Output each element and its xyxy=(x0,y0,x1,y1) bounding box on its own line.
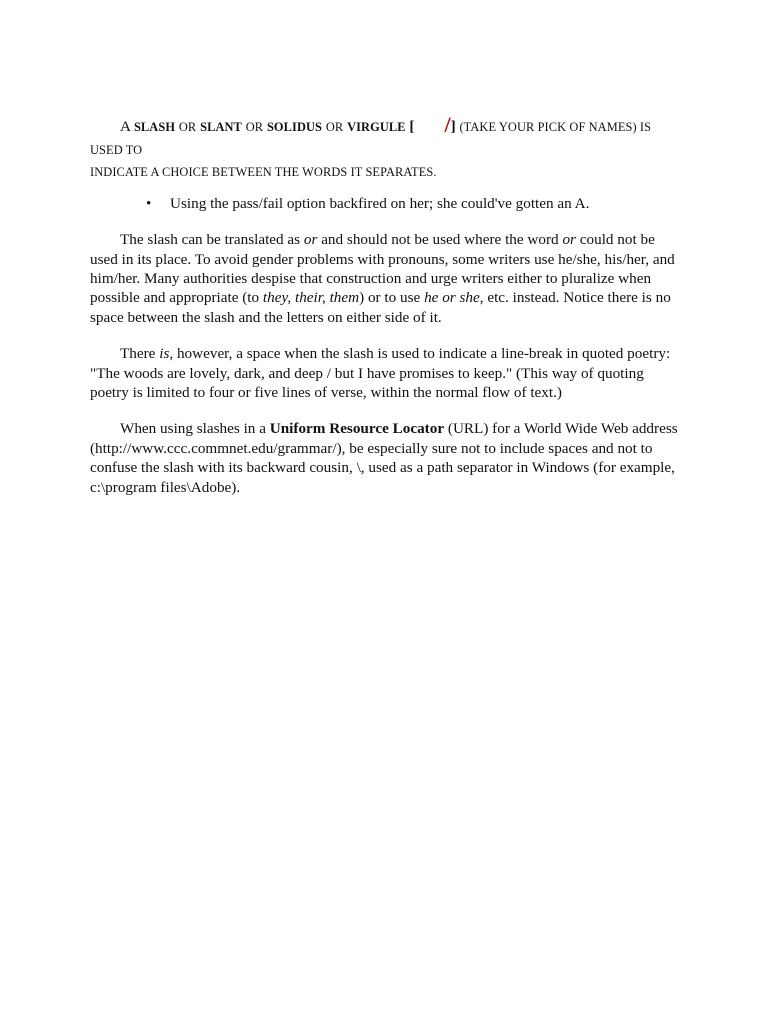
para2-italic-is: is xyxy=(159,345,170,363)
intro-or-1: OR xyxy=(178,120,197,135)
para3-text-2: (URL) for a World Wide Web address (http://www.ccc.commnet.edu/grammar/), be especially sure not to include spaces and not to confuse the slash with its backward cousin, \, used as a path separator in Windows (for example, c:\program files\Adobe). xyxy=(90,420,678,496)
intro-a: A xyxy=(120,118,131,136)
para1-italic-or-1: or xyxy=(303,231,318,249)
para1-text-5: , etc. instead. Notice there is no space between the slash and the letters on either side of it. xyxy=(90,289,671,326)
term-virgule: VIRGULE xyxy=(347,120,406,135)
document-page xyxy=(90,98,680,514)
para2-text-1: There xyxy=(120,345,160,363)
para2-text-2: , however, a space when the slash is used to indicate a line-break in quoted poetry: "The woods are lovely, dark, and deep / but I have promises to keep." (This way of quoting poetry is limited to four or five lines of verse, within the normal flow of text.) xyxy=(90,345,671,401)
bullet-marker: • xyxy=(146,194,152,212)
intro-or-2: OR xyxy=(245,120,264,135)
para1-text-1: The slash can be translated as xyxy=(120,231,304,249)
para1-italic-or-2: or xyxy=(562,231,576,249)
intro-rest-line2: INDICATE A CHOICE BETWEEN THE WORDS IT SEPARATES. xyxy=(90,165,437,180)
para3-text-1: When using slashes in a xyxy=(120,420,270,438)
para1-text-3: could not be used in its place. To avoid gender problems with pronouns, some writers use he/she, his/her, and him/her. Many authorities despise that construction and urge writers either to pluralize when possible and appropriate (to xyxy=(90,231,675,307)
bracket-open: [ xyxy=(409,118,415,136)
paragraph-url xyxy=(90,419,680,497)
example-list xyxy=(90,194,680,213)
intro-or-3: OR xyxy=(325,120,344,135)
para1-text-2: and should not be used where the word xyxy=(317,231,563,249)
paragraph-translation xyxy=(90,230,680,327)
list-item xyxy=(90,194,680,213)
paragraph-poetry xyxy=(90,344,680,402)
term-solidus: SOLIDUS xyxy=(266,120,323,135)
slash-symbol: / xyxy=(444,112,451,138)
para3-bold-url-term: Uniform Resource Locator xyxy=(269,420,445,438)
para1-italic-pronouns: they, their, them xyxy=(262,289,360,307)
para1-text-4: ) or to use xyxy=(359,289,425,307)
intro-rest-line1: (TAKE YOUR PICK OF NAMES) IS USED TO xyxy=(90,120,652,157)
bracket-close: ] xyxy=(450,118,456,136)
bullet-text: Using the pass/fail option backfired on her; she could've gotten an A. xyxy=(170,194,590,212)
term-slash: SLASH xyxy=(133,120,176,135)
para1-italic-he-or-she: he or she xyxy=(424,289,480,307)
intro-paragraph xyxy=(90,113,680,184)
term-slant: SLANT xyxy=(200,120,242,135)
